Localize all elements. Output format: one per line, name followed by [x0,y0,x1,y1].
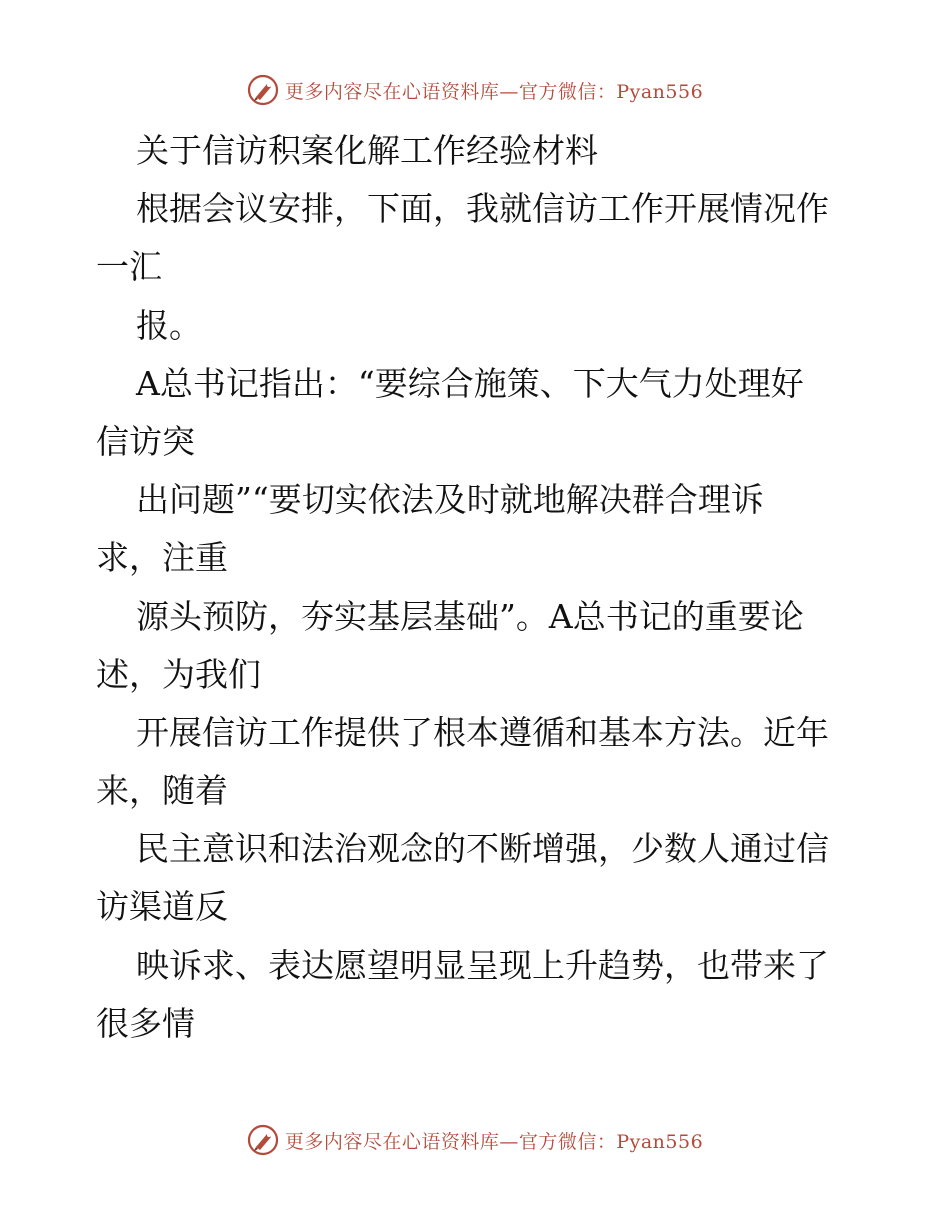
watermark-text: 更多内容尽在心语资料库—官方微信：Pyan556 [284,80,704,103]
paragraph-line: 访渠道反 [96,887,228,927]
document-body [96,122,866,1053]
paragraph-line: 述，为我们 [96,654,261,694]
paragraph-line: 很多情 [96,1003,195,1043]
paragraph-line: 求，注重 [96,538,228,578]
paragraph-line: 来，随着 [96,771,228,811]
document-title: 关于信访积案化解工作经验材料 [136,131,598,170]
watermark-text: 更多内容尽在心语资料库—官方微信：Pyan556 [284,1130,704,1153]
paragraph-line: 报。 [136,305,202,345]
paragraph-line: A总书记指出：“要综合施策、下大气力处理好 [136,363,804,403]
paragraph-line: 根据会议安排，下面，我就信访工作开展情况作 [136,189,829,229]
paragraph-line: 民主意识和法治观念的不断增强，少数人通过信 [136,829,829,869]
paragraph-line: 信访突 [96,421,195,461]
paragraph-line: 源头预防，夯实基层基础”。A总书记的重要论 [136,596,804,636]
footer-watermark [0,1120,950,1160]
paragraph-line: 一汇 [96,247,162,287]
pen-logo-icon [247,1124,279,1156]
paragraph-line: 开展信访工作提供了根本遵循和基本方法。近年 [136,712,829,752]
header-watermark [0,70,950,110]
paragraph-line: 出问题”“要切实依法及时就地解决群合理诉 [136,480,764,520]
paragraph-line: 映诉求、表达愿望明显呈现上升趋势，也带来了 [136,945,829,985]
pen-logo-icon [247,74,279,106]
